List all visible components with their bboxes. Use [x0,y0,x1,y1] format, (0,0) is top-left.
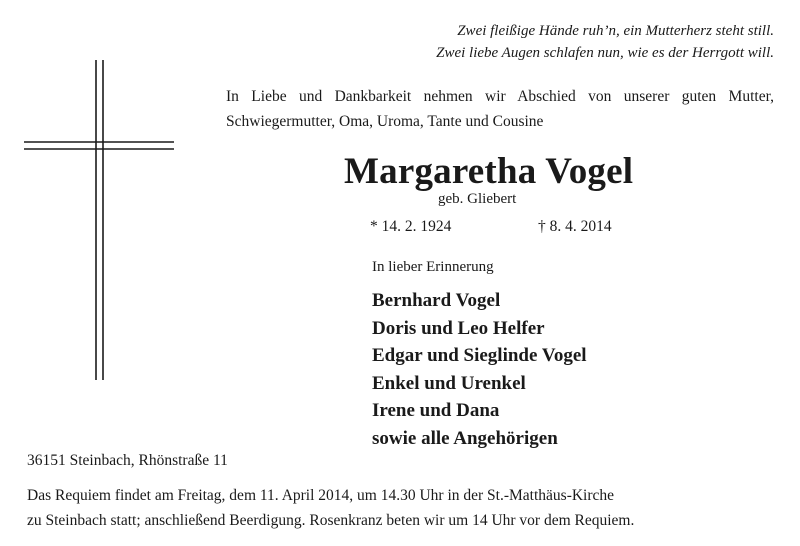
death-date: † 8. 4. 2014 [538,218,612,235]
mourners-list [372,287,587,452]
birth-date: * 14. 2. 1924 [370,218,452,235]
address: 36151 Steinbach, Rhönstraße 11 [27,452,228,469]
memorial-verse [436,20,774,64]
cross-icon [24,60,174,380]
mourner-name: Irene und Dana [372,400,500,421]
mourner-name: Bernhard Vogel [372,290,501,311]
notice-line-1: Das Requiem findet am Freitag, dem 11. April 2014, um 14.30 Uhr in der St.-Matthäus-Kirche [27,487,615,504]
mourner-name: Edgar und Sieglinde Vogel [372,345,587,366]
mourner-name: Doris und Leo Helfer [372,317,545,339]
verse-line-2: Zwei liebe Augen schlafen nun, wie es der Herrgott will. [436,45,774,61]
intro-text: In Liebe und Dankbarkeit nehmen wir Abschied von unserer guten Mutter, Schwiegermutter, Oma, Uroma, Tante und Cousine [226,88,774,130]
service-notice [27,483,776,533]
deceased-name: Margaretha Vogel [344,151,634,192]
mourners-heading: In lieber Erinnerung [372,259,494,275]
notice-line-2: zu Steinbach statt; anschließend Beerdigung. Rosenkranz beten wir um 14 Uhr vor dem Requiem. [27,512,635,529]
verse-line-1: Zwei fleißige Hände ruh’n, ein Mutterherz steht still. [457,23,774,39]
maiden-name: geb. Gliebert [438,191,517,207]
mourner-name: sowie alle Angehörigen [372,427,558,449]
mourner-name: Enkel und Urenkel [372,372,526,394]
